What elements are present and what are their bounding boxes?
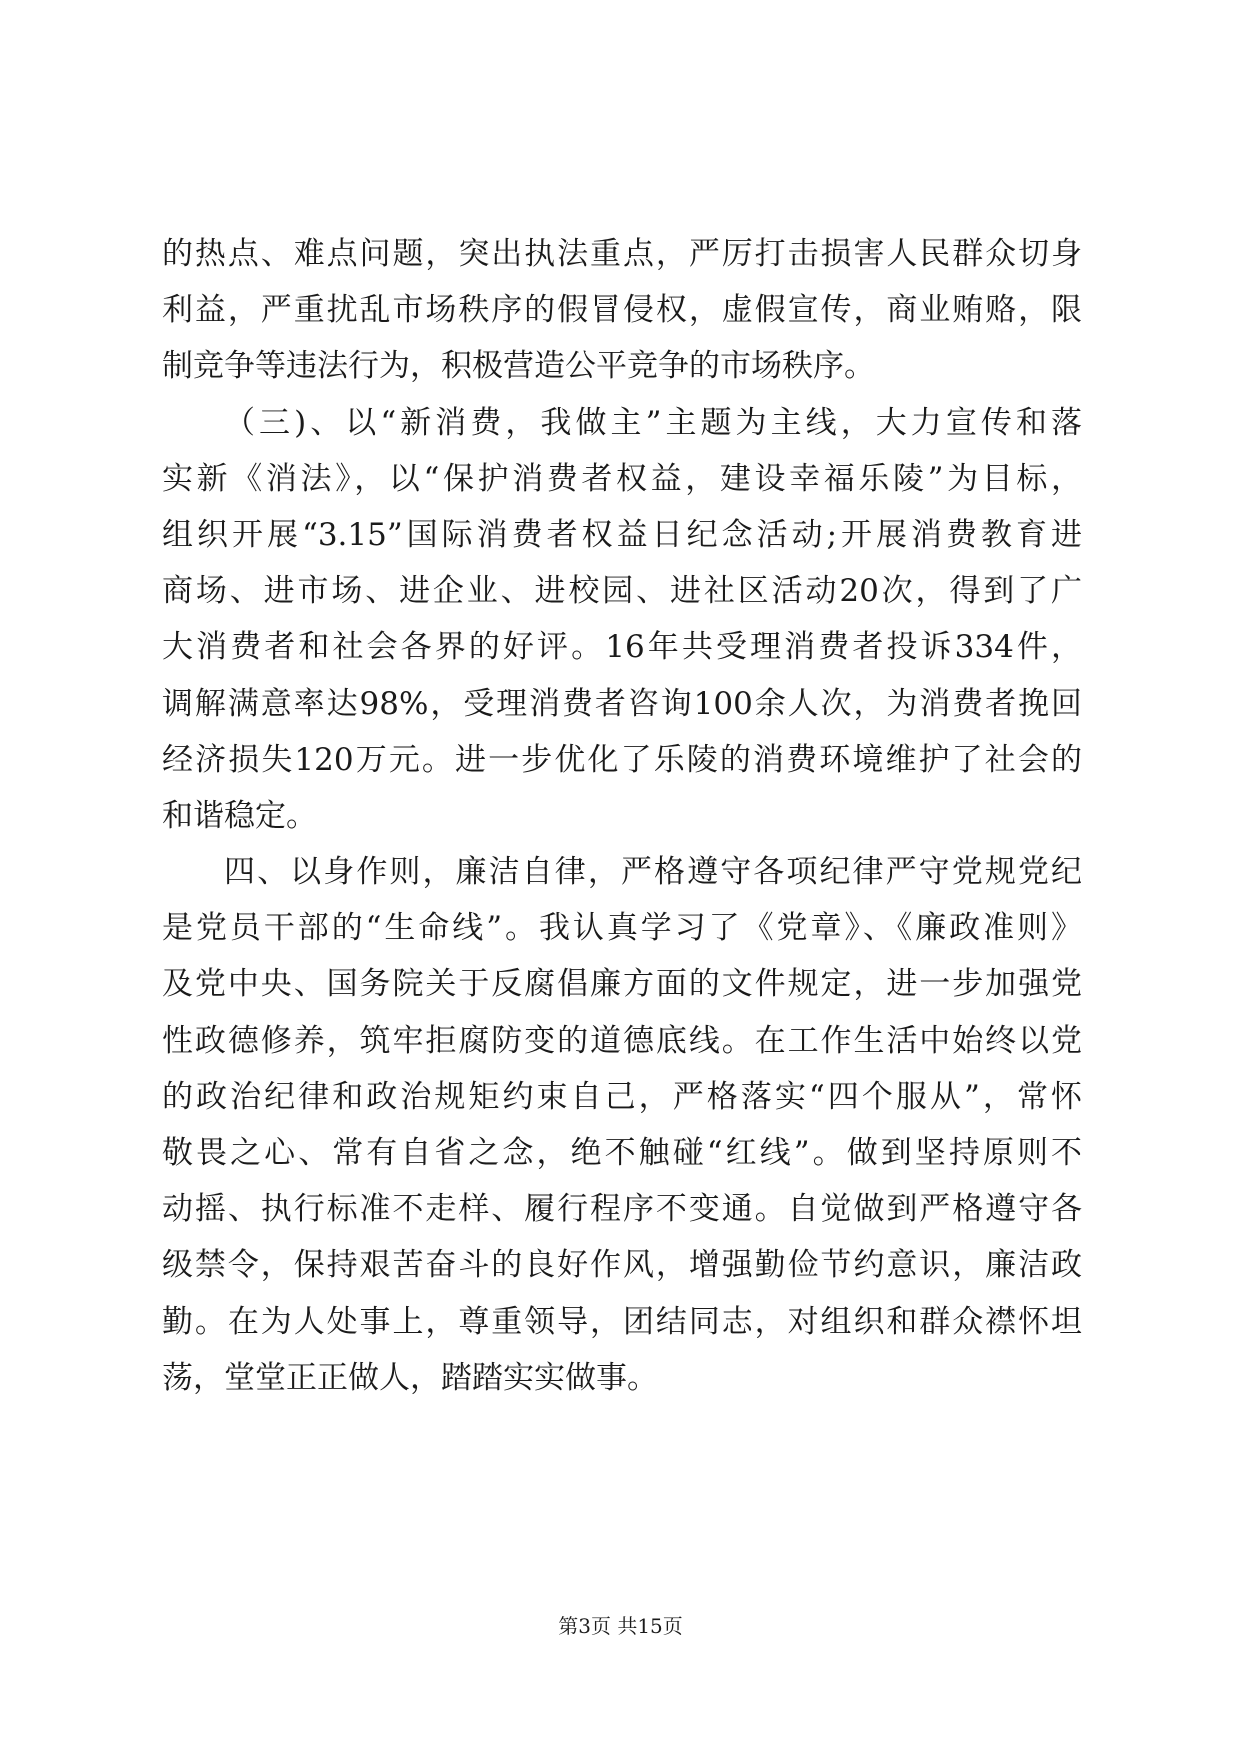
text-line: 调解满意率达98%，受理消费者咨询100余人次，为消费者挽回: [162, 685, 1082, 722]
page-number-footer: 第3页 共15页: [558, 1614, 683, 1638]
text-line: 商场、进市场、进企业、进校园、进社区活动20次，得到了广: [162, 573, 1082, 610]
text-line: 级禁令，保持艰苦奋斗的良好作风，增强勤俭节约意识，廉洁政: [162, 1247, 1082, 1284]
paragraph-consumer-rights: [162, 395, 1082, 845]
text-line: 勤。在为人处事上，尊重领导，团结同志，对组织和群众襟怀坦: [162, 1303, 1082, 1340]
text-line: 四、以身作则，廉洁自律，严格遵守各项纪律严守党规党纪: [224, 854, 1082, 891]
text-line: 的热点、难点问题，突出执法重点，严厉打击损害人民群众切身: [162, 236, 1082, 272]
text-line: 荡，堂堂正正做人，踏踏实实做事。: [162, 1359, 658, 1396]
paragraph-self-discipline: [162, 844, 1082, 1406]
text-line: 性政德修养，筑牢拒腐防变的道德底线。在工作生活中始终以党: [162, 1022, 1082, 1059]
text-line: 的政治纪律和政治规矩约束自己，严格落实“四个服从”，常怀: [162, 1078, 1082, 1115]
text-line: 是党员干部的“生命线”。我认真学习了《党章》、《廉政准则》: [162, 910, 1082, 947]
text-line: 敬畏之心、常有自省之念，绝不触碰“红线”。做到坚持原则不: [162, 1135, 1082, 1171]
text-line: 大消费者和社会各界的好评。16年共受理消费者投诉334件，: [162, 629, 1082, 666]
text-line: 利益，严重扰乱市场秩序的假冒侵权，虚假宣传，商业贿赂，限: [162, 292, 1082, 329]
text-line: 和谐稳定。: [162, 797, 317, 834]
text-line: 实新《消法》，以“保护消费者权益，建设幸福乐陵”为目标，: [162, 460, 1082, 497]
paragraph-enforcement-continued: [162, 226, 1082, 395]
text-line: 动摇、执行标准不走样、履行程序不变通。自觉做到严格遵守各: [162, 1191, 1082, 1228]
text-line: 及党中央、国务院关于反腐倡廉方面的文件规定，进一步加强党: [162, 966, 1082, 1003]
text-line: 组织开展“3.15”国际消费者权益日纪念活动;开展消费教育进: [162, 516, 1082, 553]
text-line: （三)、以“新消费，我做主”主题为主线，大力宣传和落: [224, 404, 1082, 441]
text-line: 制竞争等违法行为，积极营造公平竞争的市场秩序。: [162, 348, 875, 385]
text-line: 经济损失120万元。进一步优化了乐陵的消费环境维护了社会的: [162, 741, 1082, 778]
body-text: [162, 226, 1082, 1406]
